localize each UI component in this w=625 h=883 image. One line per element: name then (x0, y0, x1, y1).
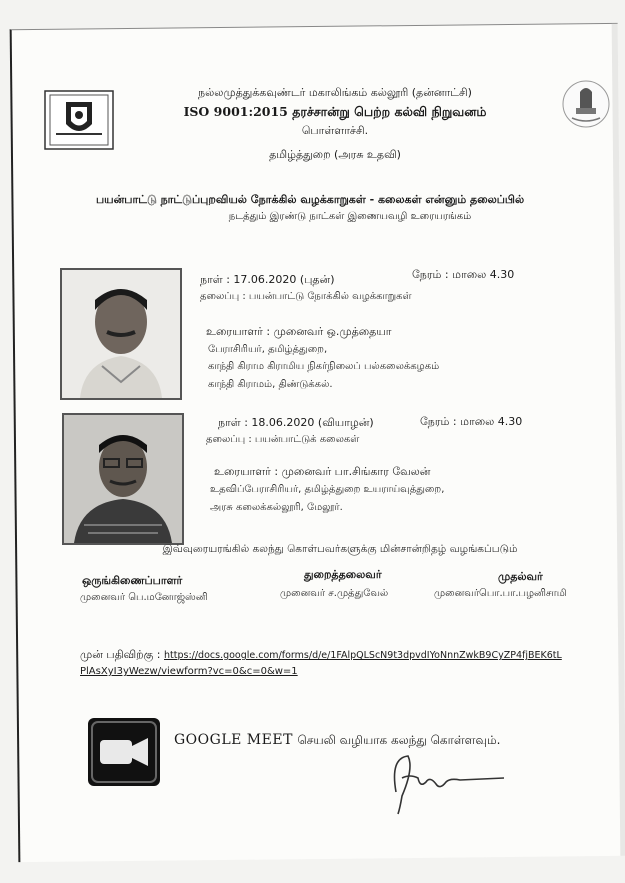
meet-text: செயலி வழியாக கலந்து கொள்ளவும். (297, 733, 501, 747)
registration-label: முன் பதிவிற்கு : (80, 648, 161, 661)
iso-line: ISO 9001:2015 தரச்சான்று பெற்ற கல்வி நிறுவனம் (183, 104, 487, 119)
speaker-place: காந்தி கிராமம், திண்டுக்கல். (208, 379, 333, 390)
event-title: பயன்பாட்டு நாட்டுப்புறவியல் நோக்கில் வழக்காறுகள் - கலைகள் என்னும் தலைப்பில் (96, 193, 525, 206)
department-name: தமிழ்த்துறை (அரசு உதவி) (269, 148, 401, 161)
hod-name: முனைவர் ச.முத்துவேல் (280, 588, 389, 599)
coordinator-name: முனைவர் பெ.மனோஜ்ஸ்னி (80, 592, 208, 603)
speaker-name: உரையாளர் : முனைவர் ஒ.முத்தையா (206, 325, 392, 338)
video-camera-icon (88, 718, 160, 786)
session-time: நேரம் : மாலை 4.30 (412, 268, 515, 281)
registration-link[interactable]: https://docs.google.com/forms/d/e/1FAlpQLScN9t3dpvdIYoNnnZwkB9CyZP4fjBEK6tL (164, 650, 562, 661)
college-name: நல்லமுத்துக்கவுண்டர் மகாலிங்கம் கல்லூரி (தன்னாட்சி) (198, 86, 472, 99)
speaker-photo (60, 268, 182, 400)
coordinator-title: ஒருங்கிணைப்பாளர் (82, 574, 183, 587)
principal-name: முனைவர்பொ.பா.பழனிசாமி (434, 588, 567, 599)
speaker-photo (62, 413, 184, 545)
session-topic: தலைப்பு : பயன்பாட்டுக் கலைகள் (206, 434, 360, 445)
session-time: நேரம் : மாலை 4.30 (420, 415, 523, 428)
meet-instruction (174, 732, 500, 749)
meet-brand: GOOGLE MEET (174, 732, 293, 748)
registration-link-continued[interactable]: PlAsXyI3yWezw/viewform?vc=0&c=0&w=1 (80, 666, 298, 677)
crest-logo (560, 78, 612, 130)
paper-edge (612, 24, 625, 856)
speaker-role: பேராசிரியர், தமிழ்த்துறை, (208, 344, 328, 355)
college-logo (44, 90, 114, 150)
session-date: நாள் : 18.06.2020 (வியாழன்) (218, 416, 374, 429)
hod-title: துறைத்தலைவர் (304, 568, 382, 581)
speaker-institution: அரசு கலைக்கல்லூரி, மேலூர். (210, 502, 343, 513)
town-name: பொள்ளாச்சி. (301, 124, 369, 137)
speaker-institution: காந்தி கிராம கிராமிய நிகர்நிலைப் பல்கலைக்கழகம் (208, 361, 440, 372)
signature (380, 748, 510, 818)
event-subtitle: நடத்தும் இரண்டு நாட்கள் இணையவழி உரையரங்கம் (228, 211, 472, 222)
session-date: நாள் : 17.06.2020 (புதன்) (200, 273, 335, 286)
session-topic: தலைப்பு : பயன்பாட்டு நோக்கில் வழக்காறுகள் (200, 291, 412, 302)
principal-title: முதல்வர் (498, 570, 543, 583)
speaker-name: உரையாளர் : முனைவர் பா.சிங்கார வேலன் (214, 465, 431, 478)
speaker-role: உதவிப்பேராசிரியர், தமிழ்த்துறை உயராய்வுத்துறை, (210, 484, 445, 495)
registration-line (80, 648, 562, 663)
certificate-note: இவ்வுரையரங்கில் கலந்து கொள்பவர்களுக்கு மின்சான்றிதழ் வழங்கப்படும் (162, 543, 518, 555)
